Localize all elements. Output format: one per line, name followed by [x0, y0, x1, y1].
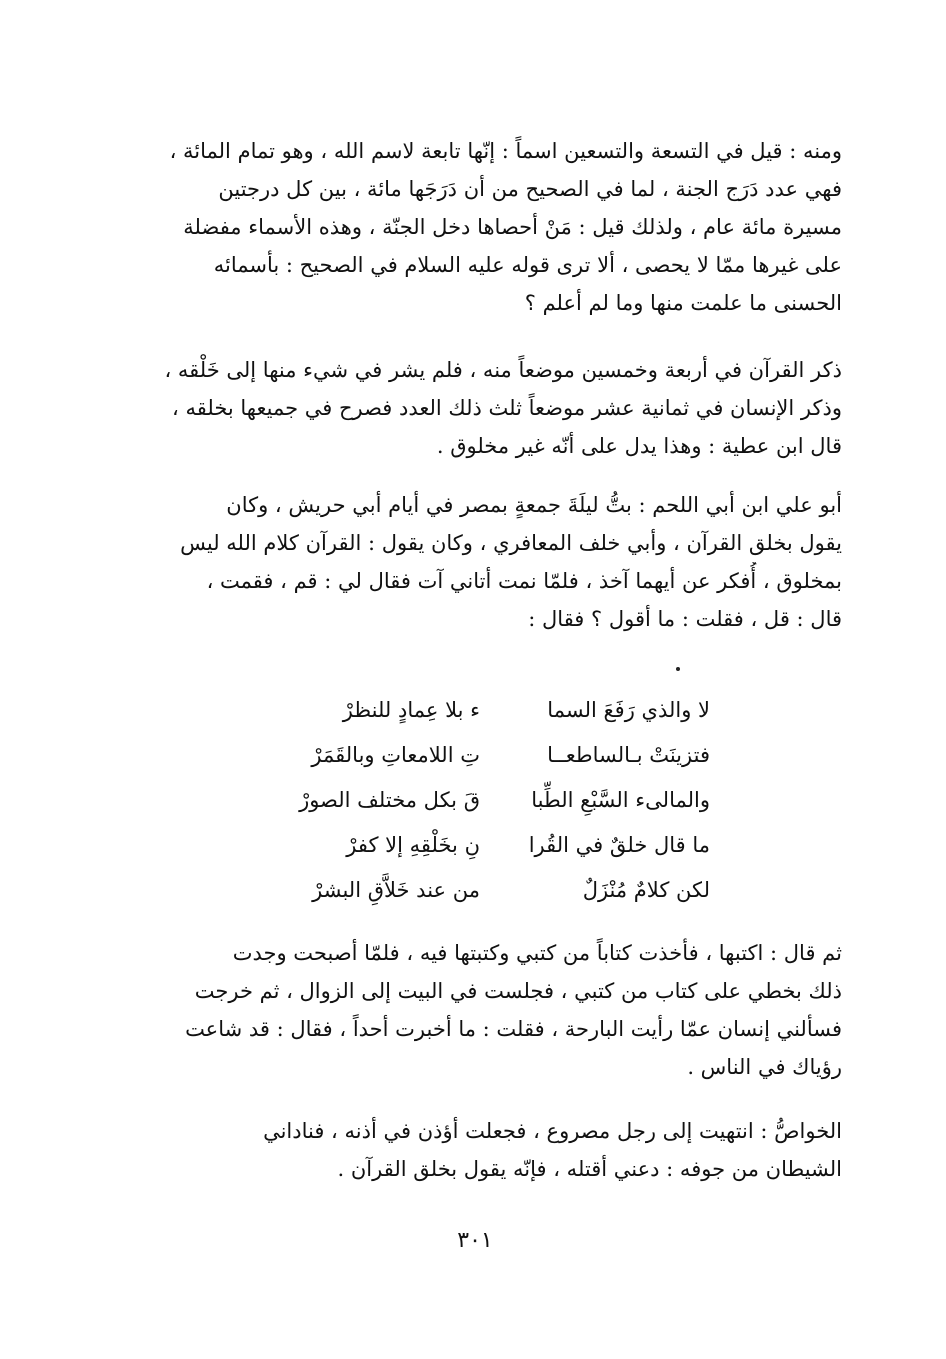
verse-first-hemistich: والمالىء السَّبْعِ الطِّبا: [531, 788, 710, 812]
poem-verse: [270, 823, 710, 868]
verse-second-hemistich: نِ بخَلْقِهِ إلا كفرْ: [346, 833, 480, 857]
text-line: بمخلوق ، أُفكر عن أيهما آخذ ، فلمّا نمت أتاني آت فقال لي : قم ، فقمت ،: [206, 569, 842, 593]
text-line: على غيرها ممّا لا يحصى ، ألا ترى قوله عليه السلام في الصحيح : بأسمائه: [213, 253, 842, 277]
text-line: وذكر الإنسان في ثمانية عشر موضعاً ثلث ذلك العدد فصرح في جميعها بخلقه ،: [172, 396, 842, 420]
verse-first-hemistich: فتزينَتْ بـالساطعــا: [547, 743, 710, 767]
verse-second-hemistich: تِ اللامعاتِ وبالقَمَرْ: [311, 743, 480, 767]
poem-verse: [270, 733, 710, 778]
poem-verse: [270, 688, 710, 733]
text-line: رؤياك في الناس .: [687, 1055, 842, 1079]
text-line: الخواصُّ : انتهيت إلى رجل مصروع ، فجعلت أؤذن في أذنه ، فناداني: [263, 1119, 842, 1143]
text-line: ومنه : قيل في التسعة والتسعين اسماً : إنّها تابعة لاسم الله ، وهو تمام المائة ،: [169, 139, 842, 163]
paragraph-names-of-god: [148, 132, 842, 322]
text-line: فسألني إنسان عمّا رأيت البارحة ، فقلت : ما أخبرت أحداً ، فقال : قد شاعت: [185, 1017, 842, 1041]
text-line: الحسنى ما علمت منها وما لم أعلم ؟: [524, 291, 842, 315]
paragraph-khawwas: [148, 1112, 842, 1188]
text-line: مسيرة مائة عام ، ولذلك قيل : مَنْ أحصاها دخل الجنّة ، وهذه الأسماء مفضلة: [183, 215, 842, 239]
verse-first-hemistich: لا والذي رَفَعَ السما: [547, 698, 710, 722]
verse-second-hemistich: من عند خَلاَّقِ البشرْ: [312, 878, 480, 902]
text-line: ذلك بخطي على كتاب من كتبي ، فجلست في البيت إلى الزوال ، ثم خرجت: [194, 979, 842, 1003]
text-line: قال ابن عطية : وهذا يدل على أنّه غير مخلوق .: [436, 434, 842, 458]
text-line: ثم قال : اكتبها ، فأخذت كتاباً من كتبي وكتبتها فيه ، فلمّا أصبحت وجدت: [232, 941, 842, 965]
text-line: قال : قل ، فقلت : ما أقول ؟ فقال :: [528, 607, 842, 631]
text-line: أبو علي ابن أبي اللحم : بتُّ ليلَةَ جمعةٍ بمصر في أيام أبي حريش ، وكان: [226, 493, 842, 517]
text-line: يقول بخلق القرآن ، وأبي خلف المعافري ، وكان يقول : القرآن كلام الله ليس: [180, 531, 842, 555]
verse-second-hemistich: ء بلا عِمادٍ للنظرْ: [342, 698, 480, 722]
paragraph-quran-mentions: [148, 351, 842, 465]
verse-first-hemistich: لكن كلامٌ مُنْزَلٌ: [582, 878, 710, 902]
paragraph-dream-story: [148, 486, 842, 638]
text-line: الشيطان من جوفه : دعني أقتله ، فإنّه يقول بخلق القرآن .: [337, 1157, 842, 1181]
paragraph-writing-poem: [148, 934, 842, 1086]
poem-verse: [270, 778, 710, 823]
poem-verse: [270, 868, 710, 913]
page-number: ٣٠١: [457, 1228, 493, 1253]
text-line: فهي عدد دَرَج الجنة ، لما في الصحيح من أن دَرَجَها مائة ، بين كل درجتين: [218, 177, 842, 201]
text-line: ذكر القرآن في أربعة وخمسين موضعاً منه ، فلم يشر في شيء منها إلى خَلْقه ،: [164, 358, 842, 382]
verse-first-hemistich: ما قال خلقٌ في القُرا: [528, 833, 710, 857]
verse-second-hemistich: قَ بكل مختلف الصورْ: [299, 788, 480, 812]
poem: [270, 688, 710, 913]
separator-dot: [676, 667, 680, 671]
